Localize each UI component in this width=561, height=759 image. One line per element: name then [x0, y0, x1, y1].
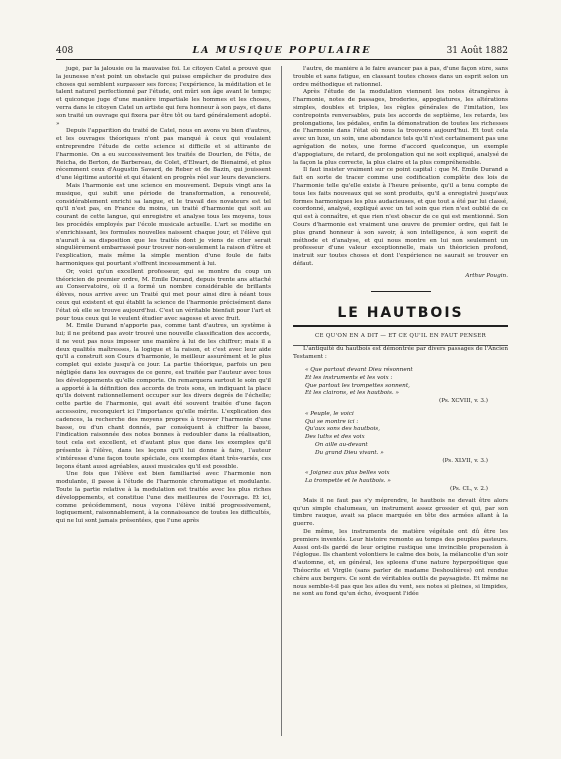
left-column [56, 66, 271, 742]
title-rule [293, 325, 508, 327]
quote-line: La trompette et le hautbois. » [305, 478, 391, 485]
header-rule [56, 59, 508, 60]
column-divider [281, 66, 282, 736]
section-subtitle: CE QU'ON EN A DIT — ET CE QU'IL EN FAUT PENSER [314, 332, 487, 339]
author-signature: Arthur Pougin. [465, 272, 508, 279]
paragraph: Depuis l'apparition du traité de Catel, nous en avons vu bien d'autres, et les ouvrages théoriques n'ont pas manqué à ceux qui voulaient entreprendre l'étude de cette science si difficile et si attirante de l'harmonie. On a eu successivement les traités de Dourlen, de Fétis, de Reicha, de Berton, de Barbereau, de Colet, d'Elwart, de Bienaimé, et plus récemment ceux d'Augustin Savard, de Reber et de Bazin, qui jouissent d'une légitime autorité et qui étaient en progrès réel sur leurs devanciers. [56, 128, 271, 182]
quote-citation: (Ps. CL, v. 2.) [450, 486, 488, 493]
quote-line: « Que partout devant Dieu résonnent [305, 366, 413, 373]
journal-title: LA MUSIQUE POPULAIRE [192, 45, 372, 56]
quote-line: Qui se montre ici : [305, 418, 359, 425]
page-number: 408 [56, 46, 74, 56]
paragraph: l'autre, de manière à le faire avancer pas à pas, d'une façon sûre, sans trouble et sans fatigue, en classant toutes choses dans un esprit selon un ordre méthodique et rationnel. [293, 66, 508, 88]
intro-paragraph: L'antiquité du hautbois est démontrée par divers passages de l'Ancien Testament : [293, 346, 508, 361]
quote-line: Et les instruments et les voix : [305, 374, 393, 381]
paragraph: Une fois que l'élève est bien familiarisé avec l'harmonie non modulante, il passe à l'étude de l'harmonie chromatique et modulante. Toute la partie relative à la modulation est traitée avec les plus riches développements, et constitue l'une des meilleures de l'ouvrage. Et ici, comme précédemment, nous voyons l'élève initié progressivement, logiquement, raisonnablement, à la connaissance de toutes les difficultés, qui ne lui sont jamais présentées, que l'une après [56, 471, 271, 525]
paragraph: M. Emile Durand n'apporte pas, comme tant d'autres, un système à lui; il ne prétend pas avoir trouvé une nouvelle classification des accords, il ne veut pas nous imposer une manière à lui de les chiffrer; mais il a deux qualités maîtresses, la logique et la raison, et c'est avec leur aide qu'il a construit son Cours d'harmonie, le meilleur assurément et le plus complet qui existe jusqu'à ce jour. La partie théorique, parfois un peu négligée dans les ouvrages de ce genre, est traitée par l'auteur avec tous les développements qu'elle comporte. On remarquera surtout le soin qu'il a apporté à la définition des accords de trois sons, en indiquant la place qu'ils doivent rationnellement occuper sur les divers degrés de l'échelle; cette partie de l'harmonie, qui avait été souvent traitée d'une façon accessoire, reconquiert ici l'importance qu'elle mérite. L'explication des cadences, la recherche des moyens propres à trouver l'harmonie d'une basse, ou d'un chant donnés, par conséquent à chiffrer la basse, l'indication raisonnée des notes bonnes à redoubler dans la réalisation, tout cela est excellent, et d'autant plus que dans les exemples qu'il présente à l'élève, dans les leçons qu'il lui donne à faire, l'auteur s'intéresse d'une façon toute spéciale, ces exemples étant très-variés, ces leçons étant aussi agréables, aussi musicales qu'il est possible. [56, 323, 271, 470]
psalm-quote [305, 470, 508, 486]
paragraph: Or, voici qu'un excellent professeur, qui se montre du coup un théoricien de premier ordre, M. Emile Durand, depuis trente ans attaché au Conservatoire, où il a formé un nombre considérable de brillants élèves, nous arrive avec un Traité qui met pour ainsi dire à néant tous ceux qui existent et qui établit la science de l'harmonie précisément dans l'état où elle se trouve aujourd'hui. C'est un véritable bienfait pour l'art et pour tous ceux qui le veulent étudier avec sagesse et avec fruit. [56, 268, 271, 322]
quote-line: Qu'aux sons des hautbois, [305, 426, 381, 433]
quote-line: Et les clairons, et les hautbois. » [305, 390, 399, 397]
quote-line: « Joignez aux plus belles voix [305, 470, 390, 477]
psalm-quote [305, 367, 508, 398]
quote-citation: (Ps. XCVIII, v. 3.) [439, 398, 488, 405]
page-header [56, 44, 508, 58]
quote-line: Du grand Dieu vivant. » [315, 449, 384, 456]
section-separator [371, 291, 431, 292]
quote-line: « Peuple, le voici [305, 410, 354, 417]
right-column [293, 66, 508, 742]
psalm-quote [305, 411, 508, 458]
paragraph: De même, les instruments de matière végétale ont dû être les premiers inventés. Leur histoire remonte au temps des peuples pasteurs. Aussi ont-ils gardé de leur origine rustique une invincible propension à l'églogue. Ils chantent volontiers le calme des bois, la mélancolie d'un soir d'automne, et, en général, les spleens d'une nature hyperpoétique que Théocrite et Virgile (sans parler de madame Deshoulières) ont rendue chère aux bergers. Ce sont de véritables outils de paysagiste. Et même ne nous semble-t-il pas que les ailes du vent, ses notes si pleines, si limpides, ne sont au fond qu'un écho, évoquent l'idée [293, 529, 508, 598]
paragraph: Mais il ne faut pas s'y méprendre, le hautbois ne devait être alors qu'un simple chalumeau, un instrument assez grossier et qui, par son timbre rauque, avait sa place marquée en tête des armées allant à la guerre. [293, 497, 508, 528]
paragraph: Après l'étude de la modulation viennent les notes étrangères à l'harmonie, notes de passages, broderies, appogiatures, les altérations simples, doubles et triples, les règles générales de l'imitation, les contrepoints renversables, puis les accords de septième, les retards, les prolongations, les pédales, enfin la démonstration de toutes les richesses de l'harmonie dans l'état où nous la trouvons aujourd'hui. Et tout cela avec un luxe, un soin, une abondance tels qu'il n'est certainement pas une agrégation de notes, une forme d'accord quelconque, un exemple d'appogiature, de retard, de prolongation qui ne soit expliqué, analysé de la façon la plus correcte, la plus claire et la plus compréhensible. [293, 89, 508, 166]
issue-date: 31 Août 1882 [446, 46, 508, 56]
paragraph: Mais l'harmonie est une science en mouvement. Depuis vingt ans la musique, qui subit une période de transformation, a renouvelé, considérablement enrichi sa langue, et le travail des novateurs est tel qu'il n'est pas, en France du moins, un traité d'harmonie qui soit au courant de cette langue, qui enregistre et analyse tous les moyens, tous les procédés employés par l'école musicale actuelle. L'art se modifie en s'enrichissant, les formules nouvelles naissent chaque jour, et l'élève qui n'aurait à sa disposition que les traités dont je viens de citer serait singulièrement embarrassé pour trouver non-seulement la raison d'être et l'explication, mais même la simple mention d'une foule de faits harmoniques qui pourtant s'offrent incessamment à lui. [56, 182, 271, 267]
paragraph: Il faut insister vraiment sur ce point capital : que M. Emile Durand a fait en sorte de tracer comme une codification complète des lois de l'harmonie telle qu'elle existe à l'heure présente, qu'il a tenu compte de tous les faits nouveaux qui se sont produits, qu'il a enregistré jusqu'aux formes harmoniques les plus audacieuses, et que tout a été par lui classé, coordonné, analysé, expliqué avec un tel soin que rien n'est oublié de ce qui est à connaître, et que rien n'est obscur de ce qui est mentionné. Son Cours d'harmonie est vraiment une œuvre de premier ordre, qui fait le plus grand honneur à son savoir, à son intelligence, à son esprit de méthode et d'analyse, et qui nous montre en lui non seulement un professeur d'une valeur exceptionnelle, mais un théoricien profond, instruit sur toutes choses et dont l'expérience ne saurait se trouver en défaut. [293, 167, 508, 267]
quote-line: Des luths et des voix [305, 434, 365, 441]
section-title: LE HAUTBOIS [337, 304, 464, 321]
quote-line: Que partout les trompettes sonnent, [305, 382, 410, 389]
quote-line: On aille au-devant [315, 442, 368, 449]
paragraph: jugé, par la jalousie ou la mauvaise foi. Le citoyen Catel a prouvé que la jeunesse n'est point un obstacle qui puisse empêcher de produire des choses qui semblent surpasser ses forces; l'expérience, la méditation et le talent naturel perfectionné par l'étude, ont mûri son âge avant le temps; et quiconque juge d'une manière impartiale les hommes et les choses, verra dans le citoyen Catel un artiste qui fera honneur à son pays, et dans son traité un ouvrage qui fixera par être tôt ou tard généralement adopté. » [56, 66, 271, 127]
quote-citation: (Ps. XLVII, v. 3.) [442, 457, 488, 464]
